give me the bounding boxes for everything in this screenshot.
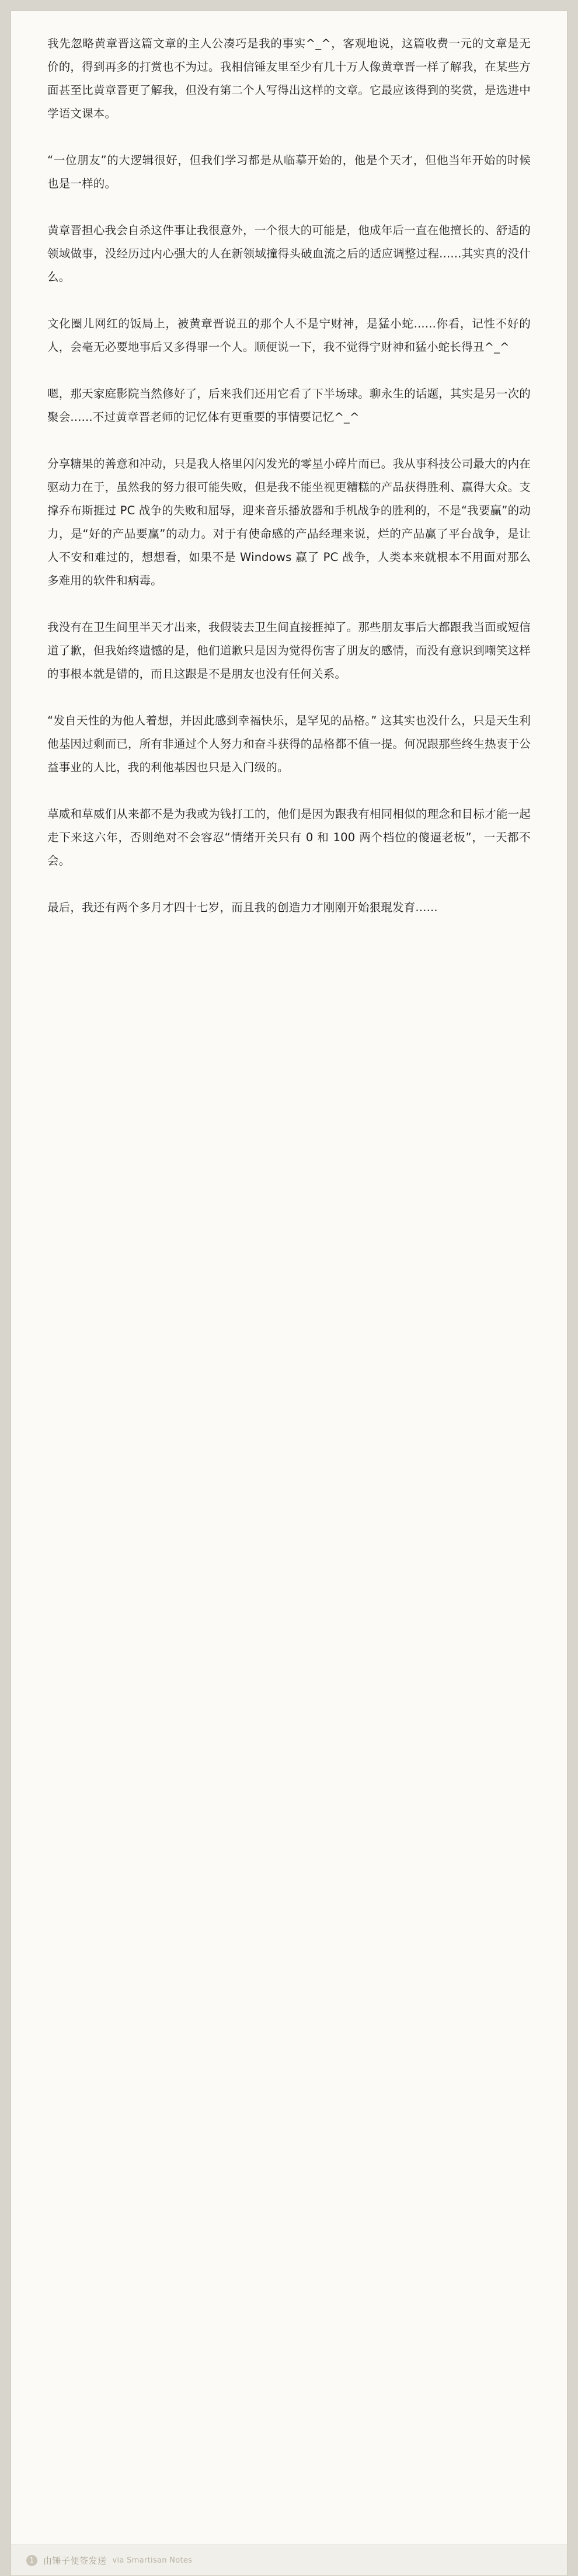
paragraph: 最后，我还有两个多月才四十七岁，而且我的创造力才刚刚开始狠琨发育...... bbox=[47, 901, 438, 914]
footer-via-label: via Smartisan Notes bbox=[112, 2556, 193, 2565]
footer-source-label: 由锤子便签发送 bbox=[43, 2555, 107, 2566]
paragraph: 我先忽略黄章晋这篇文章的主人公凑巧是我的事实^_^，客观地说，这篇收费一元的文章是无价的，得到再多的打赏也不为过。我相信锤友里至少有几十万人像黄章晋一样了解我，在某些方面甚至比黄章晋更了解我，但没有第二个人写得出这样的文章。它最应该得到的奖赏，是选进中学语文课本。 bbox=[47, 37, 531, 120]
paragraph: “一位朋友”的大逻辑很好，但我们学习都是从临摹开始的，他是个天才，但他当年开始的时候也是一样的。 bbox=[47, 154, 531, 190]
note-body bbox=[11, 32, 567, 2544]
note-footer bbox=[11, 2544, 567, 2575]
paragraph: 草威和草威们从来都不是为我或为钱打工的，他们是因为跟我有相同相似的理念和目标才能一起走下来这六年，否则绝对不会容忍“情绪开关只有 0 和 100 两个档位的傻逼老板”，一天都不会。 bbox=[47, 807, 531, 867]
paragraph: “发自天性的为他人着想，并因此感到幸福快乐，是罕见的品格。” 这其实也没什么，只是天生利他基因过剩而已，所有非通过个人努力和奋斗获得的品格都不值一提。何况跟那些终生热衷于公益事业的人比，我的利他基因也只是入门级的。 bbox=[47, 714, 531, 774]
paragraph: 嗯，那天家庭影院当然修好了，后来我们还用它看了下半场球。聊永生的话题，其实是另一次的聚会......不过黄章晋老师的记忆体有更重要的事情要记忆^_^ bbox=[47, 387, 531, 424]
note-sheet bbox=[11, 11, 567, 2576]
paragraph: 黄章晋担心我会自杀这件事让我很意外，一个很大的可能是，他成年后一直在他擅长的、舒适的领域做事，没经历过内心强大的人在新领域撞得头破血流之后的适应调整过程......其实真的没什么。 bbox=[47, 224, 531, 284]
paragraph: 分享糖果的善意和冲动，只是我人格里闪闪发光的零星小碎片而已。我从事科技公司最大的内在驱动力在于，虽然我的努力很可能失败，但是我不能坐视更糟糕的产品获得胜利、赢得大众。支撑乔布斯捱过 PC 战争的失败和屈辱，迎来音乐播放器和手机战争的胜利的，不是“我要赢”的动力，是“好的产品要赢”的动力。对于有使命感的产品经理来说，烂的产品赢了平台战争，是让人不安和难过的，想想看，如果不是 Windows 赢了 PC 战争，人类本来就根本不用面对那么多难用的软件和病毒。 bbox=[47, 457, 531, 587]
paragraph: 我没有在卫生间里半天才出来，我假装去卫生间直接捱掉了。那些朋友事后大都跟我当面或短信道了歉，但我始终遗憾的是，他们道歉只是因为觉得伤害了朋友的感情，而没有意识到嘲笑这样的事根本就是错的，而且这跟是不是朋友也没有任何关系。 bbox=[47, 621, 531, 681]
paragraph: 文化圈儿网红的饭局上，被黄章晋说丑的那个人不是宁财神，是猛小蛇......你看，记性不好的人，会毫无必要地事后又多得罪一个人。顺便说一下，我不觉得宁财神和猛小蛇长得丑^_^ bbox=[47, 317, 531, 354]
note-badge-icon: 1 bbox=[26, 2555, 37, 2566]
